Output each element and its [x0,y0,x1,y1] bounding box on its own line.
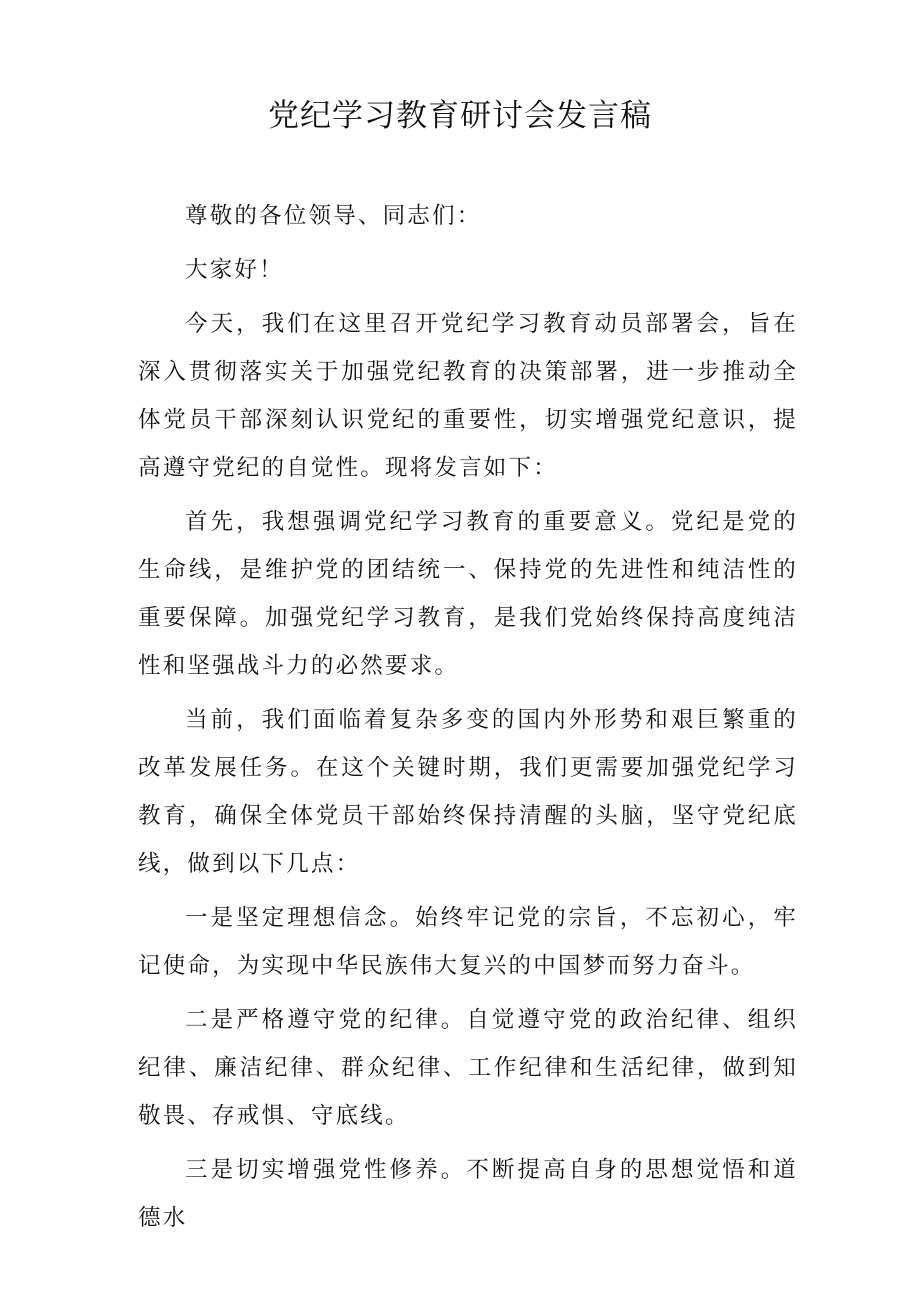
document-body [138,192,798,1248]
significance-paragraph: 首先，我想强调党纪学习教育的重要意义。党纪是党的生命线，是维护党的团结统一、保持党的先进性和纯洁性的重要保障。加强党纪学习教育，是我们党始终保持高度纯洁性和坚强战斗力的必然要求。 [138,509,798,679]
document-title: 党纪学习教育研讨会发言稿 [268,98,652,134]
point-two-paragraph: 二是严格遵守党的纪律。自觉遵守党的政治纪律、组织纪律、廉洁纪律、群众纪律、工作纪律和生活纪律，做到知敬畏、存戒惧、守底线。 [138,1007,798,1129]
context-paragraph: 当前，我们面临着复杂多变的国内外形势和艰巨繁重的改革发展任务。在这个关键时期，我们更需要加强党纪学习教育，确保全体党员干部始终保持清醒的头脑，坚守党纪底线，做到以下几点： [138,707,798,877]
point-three-paragraph: 三是切实增强党性修养。不断提高自身的思想觉悟和道德水 [138,1157,798,1231]
point-one-paragraph: 一是坚定理想信念。始终牢记党的宗旨，不忘初心，牢记使命，为实现中华民族伟大复兴的中国梦而努力奋斗。 [138,905,798,979]
salutation-paragraph: 尊敬的各位领导、同志们： [185,203,482,229]
greeting-paragraph: 大家好！ [185,257,284,283]
intro-paragraph: 今天，我们在这里召开党纪学习教育动员部署会，旨在深入贯彻落实关于加强党纪教育的决策部署，进一步推动全体党员干部深刻认识党纪的重要性，切实增强党纪意识，提高遵守党纪的自觉性。现将发言如下： [138,311,798,481]
